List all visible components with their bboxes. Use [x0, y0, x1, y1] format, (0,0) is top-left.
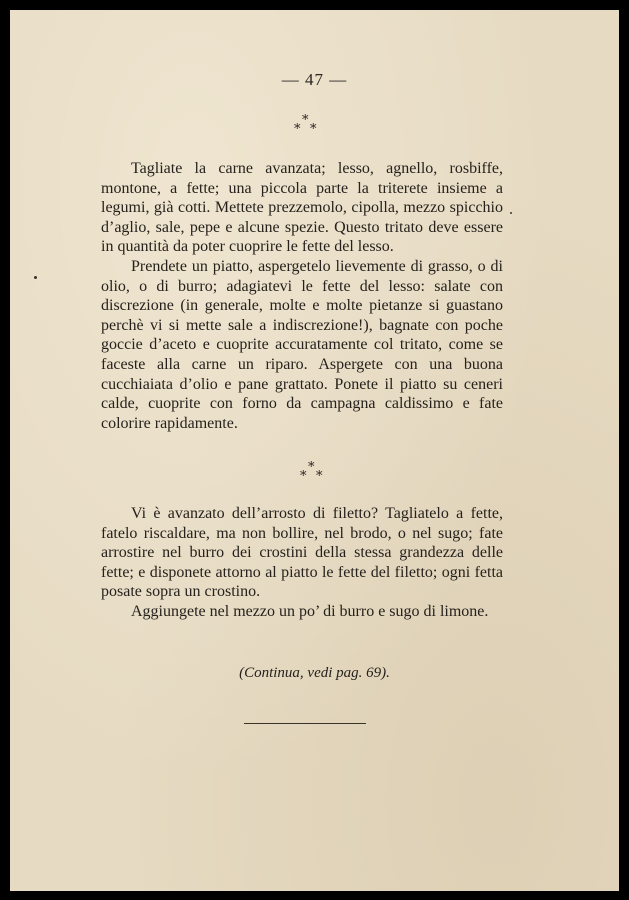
paragraph: Vi è avanzato dell’arrosto di filetto? Tagliatelo a fette, fatelo riscaldare, ma non bollire, nel brodo, o nel sugo; fate arrostire nel burro dei crostini della stessa grandezza delle fette; e disponete attorno al piatto le fette del filetto; ogni fetta posate sopra un crostino.	[101, 505, 503, 601]
recipe-leftover-fillet	[101, 504, 503, 622]
page-number: — 47 —	[281, 70, 348, 89]
book-page	[10, 10, 619, 891]
asterisk-glyph: *	[302, 113, 309, 128]
asterisk-glyph: *	[294, 122, 301, 137]
continuation-note: (Continua, vedi pag. 69).	[239, 665, 390, 681]
asterisk-glyph: *	[316, 469, 323, 484]
paper-speck	[510, 212, 512, 214]
asterisk-glyph: *	[308, 460, 315, 475]
paragraph: Prendete un piatto, aspergetelo lievemente di grasso, o di olio, o di burro; adagiatevi le fette del lesso: salate con discrezione (in generale, molte e molte pietanze si guastano perchè vi si mette sale a indiscrezione!), bagnate con poche goccie d’aceto e cuoprite accuratamente col tritato, come se faceste alla carne un riparo. Aspergete con una buona cucchiaiata d’olio e pane grattato. Ponete il piatto su ceneri calde, cuoprite con forno da campagna caldissimo e fate colorire rapidamente.	[101, 257, 503, 432]
asterism-separator-top	[288, 114, 328, 138]
paragraph: Aggiungete nel mezzo un po’ di burro e sugo di limone.	[131, 602, 489, 620]
paper-speck	[34, 276, 37, 279]
asterism-separator-middle	[294, 461, 334, 485]
asterisk-glyph: *	[300, 469, 307, 484]
horizontal-rule	[244, 723, 366, 724]
recipe-leftover-meat	[101, 159, 503, 433]
asterisk-glyph: *	[310, 122, 317, 137]
paragraph: Tagliate la carne avanzata; lesso, agnello, rosbiffe, montone, a fette; una piccola parte la triterete insieme a legumi, già cotti. Mettete prezzemolo, cipolla, mezzo spicchio d’aglio, sale, pepe e alcune spezie. Questo tritato deve essere in quantità da poter cuoprire le fette del lesso.	[101, 160, 503, 256]
